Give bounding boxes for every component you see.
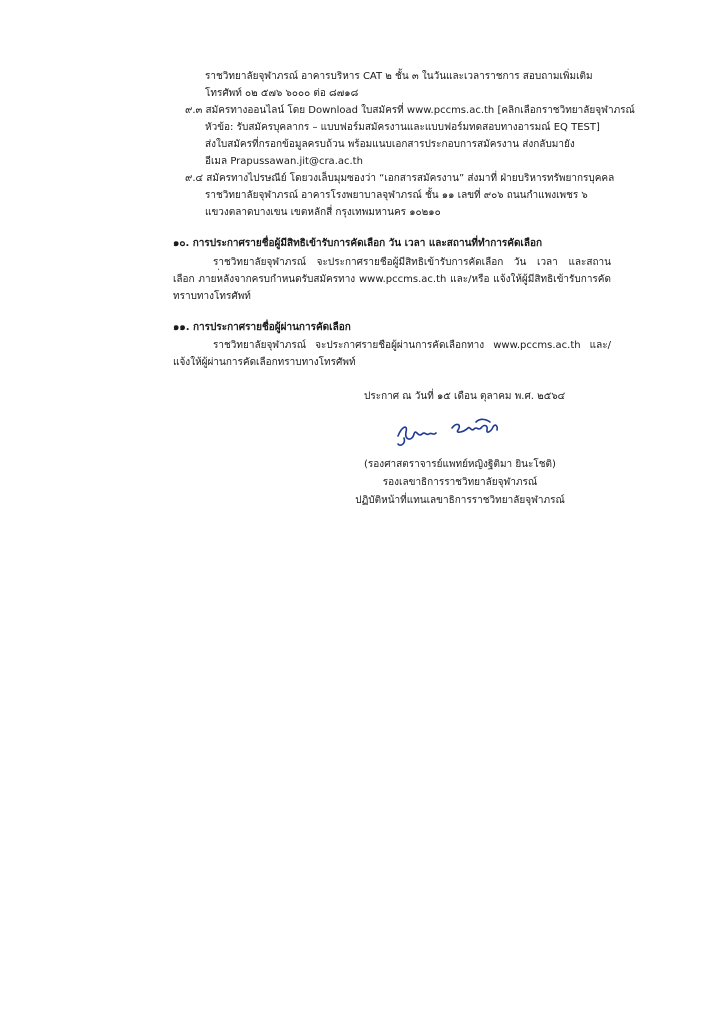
text-line: อีเมล Prapussawan.jit@cra.ac.th — [205, 156, 363, 167]
section-10-paragraph-line: เลือก ภายหลังจากครบกำหนดรับสมัครทาง www.pccms.ac.th และ/หรือ แจ้งให้ผู้มีสิทธิเข้ารับการคัด — [173, 274, 611, 285]
signer-name: (รองศาสตราจารย์แพทย์หญิงฐิติมา ยินะโชติ) — [364, 459, 556, 470]
section-11-paragraph-line: ราชวิทยาลัยจุฬาภรณ์ จะประกาศรายชื่อผู้ผ่านการคัดเลือกทาง www.pccms.ac.th และ/ — [213, 340, 611, 351]
section-10-heading: ๑๐. การประกาศรายชื่อผู้มีสิทธิเข้ารับการคัดเลือก วัน เวลา และสถานที่ทำการคัดเลือก — [173, 238, 543, 249]
section-11-paragraph-line: แจ้งให้ผู้ผ่านการคัดเลือกทราบทางโทรศัพท์ — [173, 357, 356, 368]
list-item-9-4: ๙.๔ สมัครทางไปรษณีย์ โดยวงเล็บมุมซองว่า “เอกสารสมัครงาน” ส่งมาที่ ฝ่ายบริหารทรัพยากรบุคคล — [185, 173, 615, 184]
text-line: โทรศัพท์ ๐๒ ๕๗๖ ๖๐๐๐ ต่อ ๘๗๑๘ — [205, 88, 359, 99]
section-11-heading: ๑๑. การประกาศรายชื่อผู้ผ่านการคัดเลือก — [173, 322, 351, 333]
text-line: ส่งใบสมัครที่กรอกข้อมูลครบถ้วน พร้อมแนบเอกสารประกอบการสมัครงาน ส่งกลับมายัง — [205, 139, 575, 150]
signer-title: รองเลขาธิการราชวิทยาลัยจุฬาภรณ์ — [382, 477, 538, 488]
list-item-9-3: ๙.๓ สมัครทางออนไลน์ โดย Download ใบสมัครที่ www.pccms.ac.th [คลิกเลือกราชวิทยาลัยจุฬาภรณ์ — [185, 105, 635, 116]
handwritten-signature — [392, 414, 512, 448]
section-10-paragraph-line: ทราบทางโทรศัพท์ — [173, 291, 251, 302]
text-line: ราชวิทยาลัยจุฬาภรณ์ อาคารโรงพยาบาลจุฬาภรณ์ ชั้น ๑๑ เลขที่ ๙๐๖ ถนนกำแพงเพชร ๖ — [205, 190, 588, 201]
section-10-paragraph-line: ราชวิทยาลัยจุฬาภรณ์ จะประกาศรายชื่อผู้มีสิทธิเข้ารับการคัดเลือก วัน เวลา และสถาน — [213, 257, 611, 268]
text-line: ราชวิทยาลัยจุฬาภรณ์ อาคารบริหาร CAT ๒ ชั้น ๓ ในวันและเวลาราชการ สอบถามเพิ่มเติม — [205, 71, 593, 82]
signer-acting-title: ปฏิบัติหน้าที่แทนเลขาธิการราชวิทยาลัยจุฬาภรณ์ — [355, 495, 565, 506]
text-line: หัวข้อ: รับสมัครบุคลากร – แบบฟอร์มสมัครงานและแบบฟอร์มทดสอบทางอารมณ์ EQ TEST] — [205, 122, 600, 133]
announcement-date: ประกาศ ณ วันที่ ๑๕ เดือน ตุลาคม พ.ศ. ๒๕๖๔ — [364, 391, 566, 402]
text-line: แขวงตลาดบางเขน เขตหลักสี่ กรุงเทพมหานคร ๑๐๒๑๐ — [205, 207, 441, 218]
